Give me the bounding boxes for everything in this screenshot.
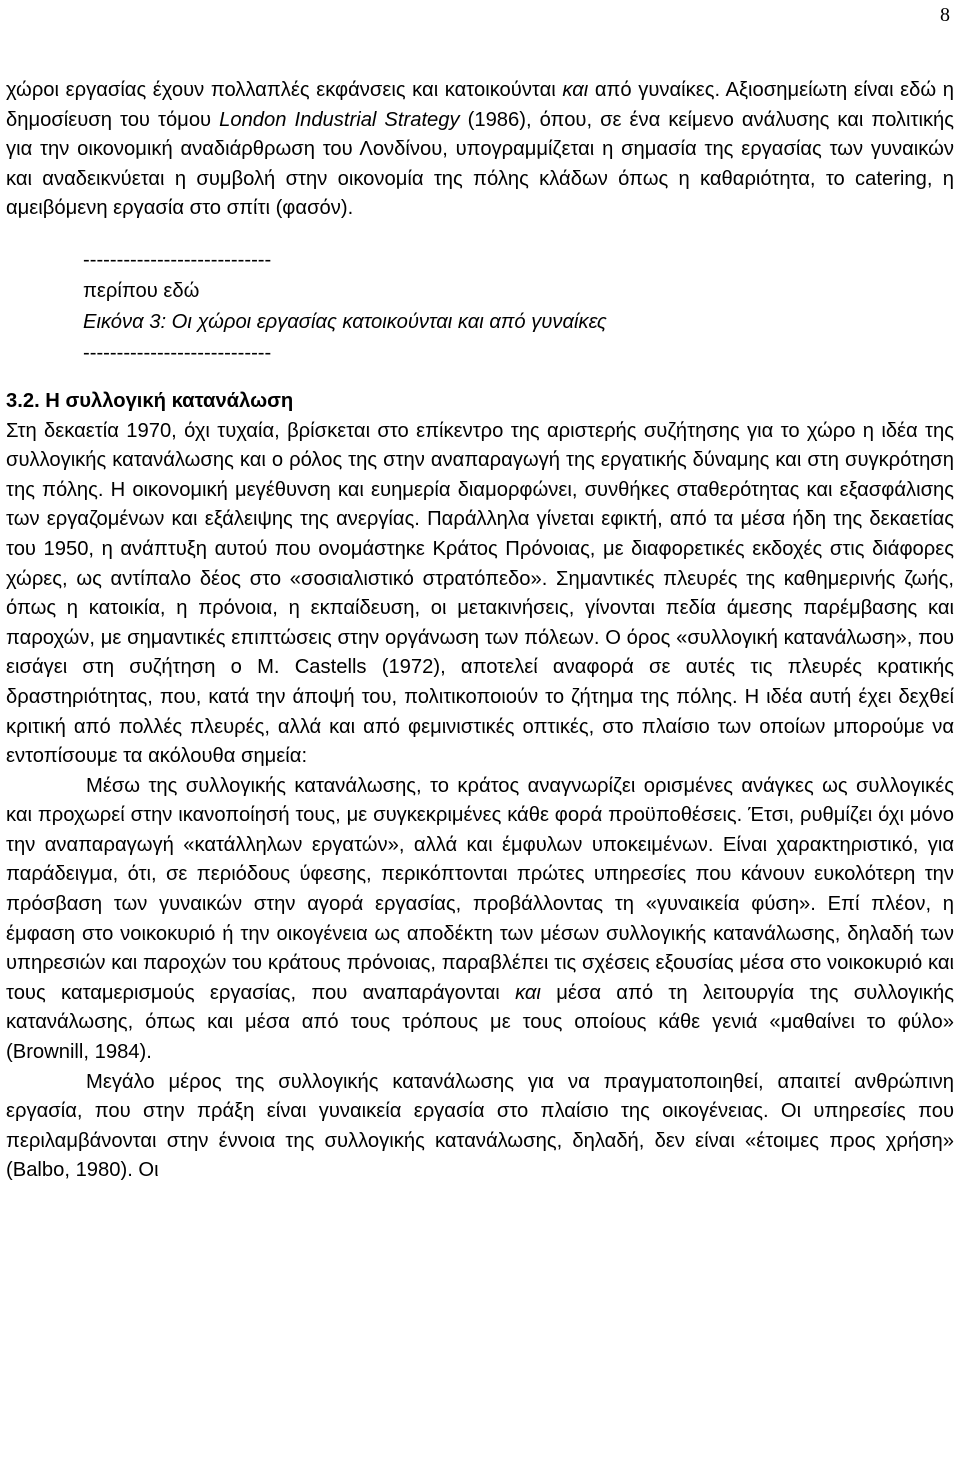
paragraph-collective-consumption: Στη δεκαετία 1970, όχι τυχαία, βρίσκεται στο επίκεντρο της αριστερής συζήτησης για το χώρο η ιδέα της συλλογικής κατανάλωσης και ο ρόλος της στην αναπαραγωγή της εργατικής δύναμης και στη συγκρότηση της πόλης. Η οικονομική μεγέθυνση και ευημερία διαμορφώνει, συνθήκες σταθερότητας και εξασφάλισης των εργαζομένων και εξάλειψης της ανεργίας. Παράλληλα γίνεται εφικτή, από τα μέσα ήδη της δεκαετίας του 1950, η ανάπτυξη αυτού που ονομάστηκε Κράτος Πρόνοιας, με διαφορετικές εκδοχές στις διάφορες χώρες, ως αντίπαλο δέος στο «σοσιαλιστικό στρατόπεδο». Σημαντικές πλευρές της καθημερινής ζωής, όπως η κατοικία, η πρόνοια, η εκπαίδευση, οι μετακινήσεις, γίνονται πεδία άμεσης παρέμβασης και παροχών, με σημαντικές επιπτώσεις στην οργάνωση των πόλεων. Ο όρος «συλλογική κατανάλωση», που εισάγει στη συζήτηση ο M. Castells (1972), αποτελεί αναφορά σε αυτές τις πλευρές κρατικής δραστηριότητας, που, κατά την άποψή του, πολιτικοποιούν το ζήτημα της πόλης. Η ιδέα αυτή έχει δεχθεί κριτική από πολλές πλευρές, αλλά και από φεμινιστικές οπτικές, στο πλαίσιο των οποίων μπορούμε να εντοπίσουμε τα ακόλουθα σημεία: xyxy=(6,419,954,768)
separator-line-bottom: ---------------------------- xyxy=(83,341,272,364)
text-run: από γυναίκες. Αξιοσημείωτη είναι εδώ η δημοσίευση του τόμου xyxy=(6,79,954,131)
figure-placeholder xyxy=(83,245,954,369)
page-content xyxy=(6,76,954,1186)
book-title: London Industrial Strategy xyxy=(219,108,460,131)
page-number: 8 xyxy=(940,4,950,26)
emphasis-text: και xyxy=(562,79,589,101)
text-run: (1986), όπου, σε ένα κείμενο ανάλυσης και πολιτικής για την οικονομική αναδιάρθρωση του Λονδίνου, υπογραμμίζεται η σημασία της εργασίας των γυναικών και αναδεικνύεται η συμβολή στην οικονομία της πόλης κλάδων όπως η καθαριότητα, το catering, η αμειβόμενη εργασία στο σπίτι (φασόν). xyxy=(6,108,954,220)
paragraph-human-labor: Μεγάλο μέρος της συλλογικής κατανάλωσης για να πραγματοποιηθεί, απαιτεί ανθρώπινη εργασία, που στην πράξη είναι γυναικεία εργασία στο πλαίσιο της οικογένειας. Οι υπηρεσίες που περιλαμβάνονται στην έννοια της συλλογικής κατανάλωσης, δηλαδή, δεν είναι «έτοιμες προς χρήση» (Balbo, 1980). Οι xyxy=(6,1070,954,1182)
separator-line-top: ---------------------------- xyxy=(83,248,272,271)
emphasis-text: και xyxy=(515,981,541,1004)
figure-caption: Εικόνα 3: Οι χώροι εργασίας κατοικούνται και από γυναίκες xyxy=(83,310,607,333)
paragraph-state-regulation xyxy=(6,772,954,1068)
text-run: Μέσω της συλλογικής κατανάλωσης, το κράτος αναγνωρίζει ορισμένες ανάγκες ως συλλογικές και προχωρεί στην ικανοποίησή τους, με συγκεκριμένες κάθε φορά προϋποθέσεις. Έτσι, ρυθμίζει όχι μόνο την αναπαραγωγή «κατάλληλων εργατών», αλλά και έμφυλων υποκειμένων. Είναι χαρακτηριστικό, για παράδειγμα, ότι, σε περιόδους ύφεσης, περικόπτονται πρώτες υπηρεσίες που κάνουν ευκολότερη την πρόσβαση των γυναικών στην αγορά εργασίας, προβάλλοντας τη «γυναικεία φύση». Επί πλέον, η έμφαση στο νοικοκυριό ή την οικογένεια ως αποδέκτη των μέσων συλλογικής κατανάλωσης, δηλαδή των υπηρεσιών και παροχών του κράτους πρόνοιας, παραβλέπει τις σχέσεις εξουσίας μέσα στο νοικοκυριό και τους καταμερισμούς εργασίας, που αναπαράγονται xyxy=(6,774,954,1004)
text-run: χώροι εργασίας έχουν πολλαπλές εκφάνσεις και κατοικούνται xyxy=(6,79,563,101)
placement-note: περίπου εδώ xyxy=(83,279,200,302)
text-run: μέσα από τη λειτουργία της συλλογικής κατανάλωσης, όπως και μέσα από τους τρόπους με τους οποίους κάθε γενιά «μαθαίνει το φύλο» (Brownill, 1984). xyxy=(6,981,954,1064)
paragraph-intro xyxy=(6,76,954,224)
section-heading: 3.2. Η συλλογική κατανάλωση xyxy=(6,389,294,412)
